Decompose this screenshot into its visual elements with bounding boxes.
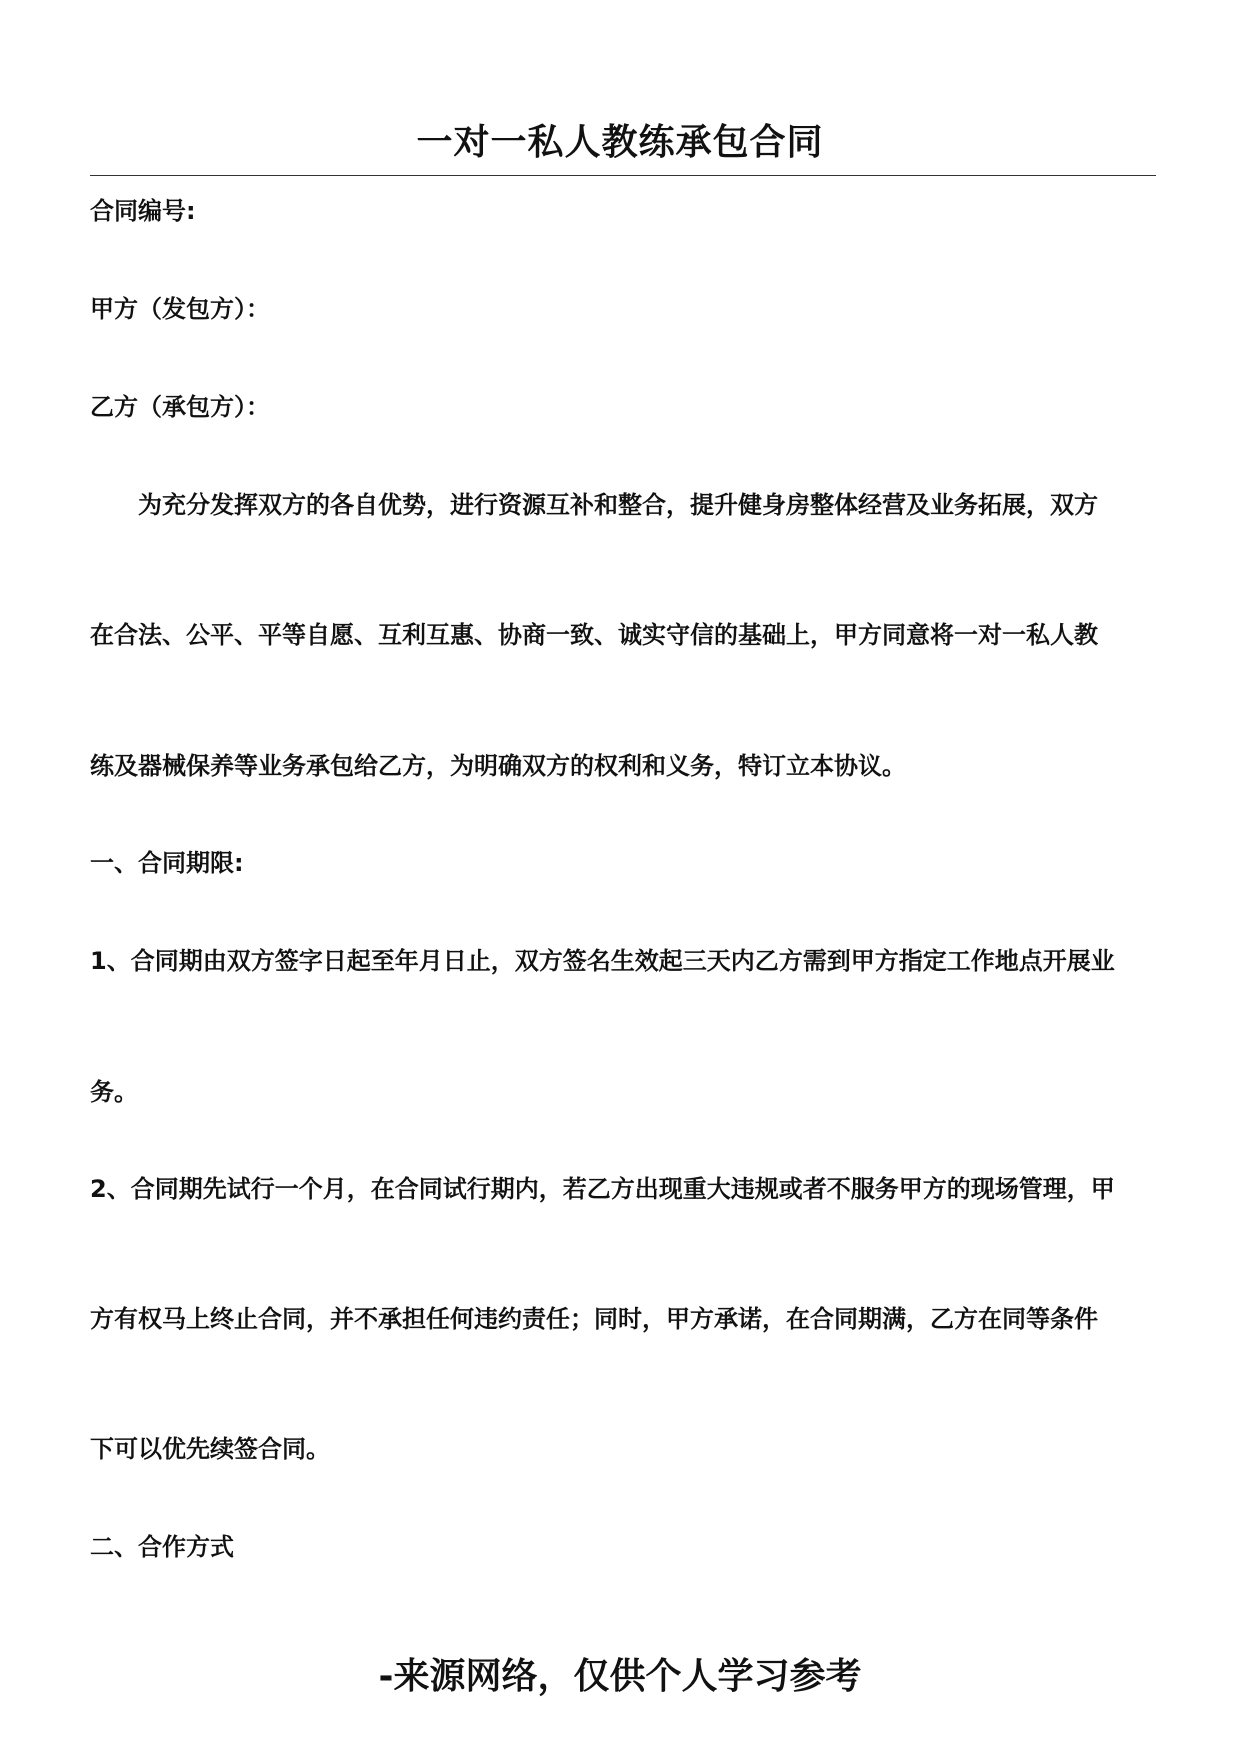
clause-2-line: 方有权马上终止合同，并不承担任何违约责任；同时，甲方承诺，在合同期满，乙方在同等条件 <box>90 1305 1098 1333</box>
preamble-line: 为充分发挥双方的各自优势，进行资源互补和整合，提升健身房整体经营及业务拓展，双方 <box>138 491 1098 519</box>
document-title: 一对一私人教练承包合同 <box>416 122 824 163</box>
party-a-label: 甲方（发包方）： <box>90 295 270 323</box>
clause-1-line: 务。 <box>90 1078 138 1106</box>
source-footer-note: -来源网络，仅供个人学习参考 <box>378 1656 862 1697</box>
title-divider <box>90 175 1156 176</box>
preamble-line: 在合法、公平、平等自愿、互利互惠、协商一致、诚实守信的基础上，甲方同意将一对一私人教 <box>90 621 1098 649</box>
clause-2-line: 2、合同期先试行一个月，在合同试行期内，若乙方出现重大违规或者不服务甲方的现场管理，甲 <box>90 1175 1115 1203</box>
party-b-label: 乙方（承包方）： <box>90 393 270 421</box>
clause-1-line: 1、合同期由双方签字日起至年月日止，双方签名生效起三天内乙方需到甲方指定工作地点开展业 <box>90 947 1115 975</box>
contract-number-label: 合同编号: <box>90 197 196 225</box>
clause-2-line: 下可以优先续签合同。 <box>90 1435 330 1463</box>
preamble-line: 练及器械保养等业务承包给乙方，为明确双方的权利和义务，特订立本协议。 <box>90 752 906 780</box>
section-heading-cooperation: 二、合作方式 <box>90 1533 234 1561</box>
section-heading-term: 一、合同期限: <box>90 849 244 877</box>
